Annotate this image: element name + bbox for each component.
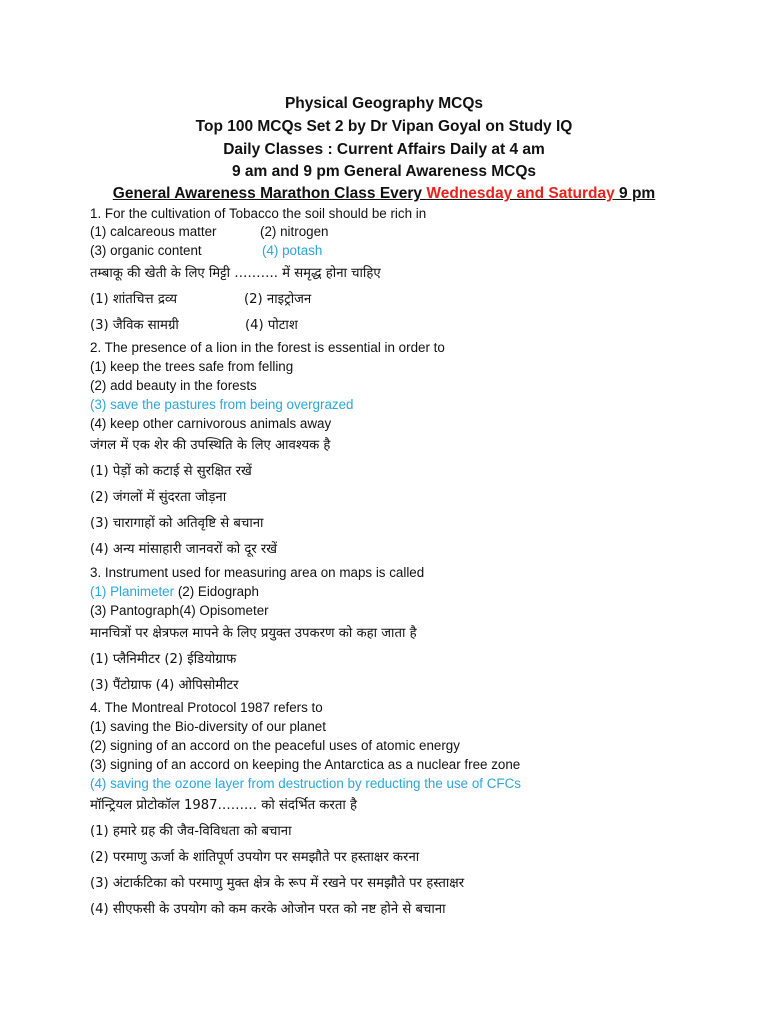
marathon-class-line — [0, 184, 768, 204]
q1-option-4-answer: (4) potash — [262, 243, 323, 258]
q3-option-row2: (3) Pantograph(4) Opisometer — [90, 603, 269, 618]
q4-option-4-answer: (4) saving the ozone layer from destruction by reducting the use of CFCs — [90, 776, 521, 791]
q2-hindi-option-4: (4) अन्य मांसाहारी जानवरों को दूर रखें — [90, 542, 278, 557]
q1-option-row1 — [90, 223, 329, 241]
q4-hindi-option-2: (2) परमाणु ऊर्जा के शांतिपूर्ण उपयोग पर समझौते पर हस्ताक्षर करना — [90, 850, 420, 865]
q4-option-2: (2) signing of an accord on the peaceful uses of atomic energy — [90, 738, 460, 753]
q1-hindi-option-4: (4) पोटाश — [245, 318, 298, 333]
q3-hindi-question: मानचित्रों पर क्षेत्रफल मापने के लिए प्रयुक्त उपकरण को कहा जाता है — [90, 626, 417, 641]
marathon-time: 9 pm — [614, 185, 656, 202]
q3-option-row1 — [90, 583, 259, 601]
q4-hindi-question: मॉन्ट्रियल प्रोटोकॉल 1987……… को संदर्भित करता है — [90, 798, 357, 813]
q2-question: 2. The presence of a lion in the forest is essential in order to — [90, 340, 445, 355]
q4-option-1: (1) saving the Bio-diversity of our planet — [90, 719, 326, 734]
q2-option-1: (1) keep the trees safe from felling — [90, 359, 294, 374]
daily-classes-line: Daily Classes : Current Affairs Daily at 4 am — [223, 141, 545, 158]
q1-hindi-option-2: (2) नाइट्रोजन — [244, 292, 312, 307]
q2-hindi-question: जंगल में एक शेर की उपस्थिति के लिए आवश्यक है — [90, 438, 331, 453]
q3-option-1-answer: (1) Planimeter — [90, 584, 175, 599]
q4-hindi-option-1: (1) हमारे ग्रह की जैव-विविधता को बचाना — [90, 824, 292, 839]
q2-hindi-option-1: (1) पेड़ों को कटाई से सुरक्षित रखें — [90, 464, 252, 479]
q1-option-2: (2) nitrogen — [260, 224, 329, 239]
document-subtitle: Top 100 MCQs Set 2 by Dr Vipan Goyal on Study IQ — [195, 118, 573, 135]
q3-question: 3. Instrument used for measuring area on maps is called — [90, 565, 425, 580]
q4-option-3: (3) signing of an accord on keeping the Antarctica as a nuclear free zone — [90, 757, 521, 772]
q2-option-2: (2) add beauty in the forests — [90, 378, 257, 393]
q1-question: 1. For the cultivation of Tobacco the soil should be rich in — [90, 206, 427, 221]
q2-hindi-option-2: (2) जंगलों में सुंदरता जोड़ना — [90, 490, 227, 505]
q2-option-4: (4) keep other carnivorous animals away — [90, 416, 332, 431]
q1-option-3: (3) organic content — [90, 243, 202, 258]
awareness-line: 9 am and 9 pm General Awareness MCQs — [231, 163, 537, 180]
q1-option-row2 — [90, 242, 323, 260]
q1-hindi-option-row1 — [90, 290, 312, 310]
q1-hindi-option-3: (3) जैविक सामग्री — [90, 318, 179, 333]
q1-hindi-option-row2 — [90, 316, 298, 336]
q1-hindi-question: तम्बाकू की खेती के लिए मिट्टी ………. में समृद्ध होना चाहिए — [90, 266, 381, 281]
q4-question: 4. The Montreal Protocol 1987 refers to — [90, 700, 323, 715]
q4-hindi-option-3: (3) अंटार्कटिका को परमाणु मुक्त क्षेत्र के रूप में रखने पर समझौते पर हस्ताक्षर — [90, 876, 465, 891]
q3-hindi-option-row1: (1) प्लैनिमीटर (2) ईडियोग्राफ — [90, 652, 237, 667]
q1-option-1: (1) calcareous matter — [90, 224, 217, 239]
marathon-days: Wednesday and Saturday — [426, 185, 615, 202]
q2-option-3-answer: (3) save the pastures from being overgrazed — [90, 397, 354, 412]
q3-hindi-option-row2: (3) पैंटोग्राफ (4) ओपिसोमीटर — [90, 678, 239, 693]
document-title: Physical Geography MCQs — [284, 95, 484, 112]
marathon-text: General Awareness Marathon Class Every — [112, 185, 427, 202]
q3-option-2: (2) Eidograph — [174, 584, 259, 599]
q2-hindi-option-3: (3) चारागाहों को अतिवृष्टि से बचाना — [90, 516, 264, 531]
q1-hindi-option-1: (1) शांतचित्त द्रव्य — [90, 292, 178, 307]
q4-hindi-option-4: (4) सीएफसी के उपयोग को कम करके ओजोन परत को नष्ट होने से बचाना — [90, 902, 446, 917]
